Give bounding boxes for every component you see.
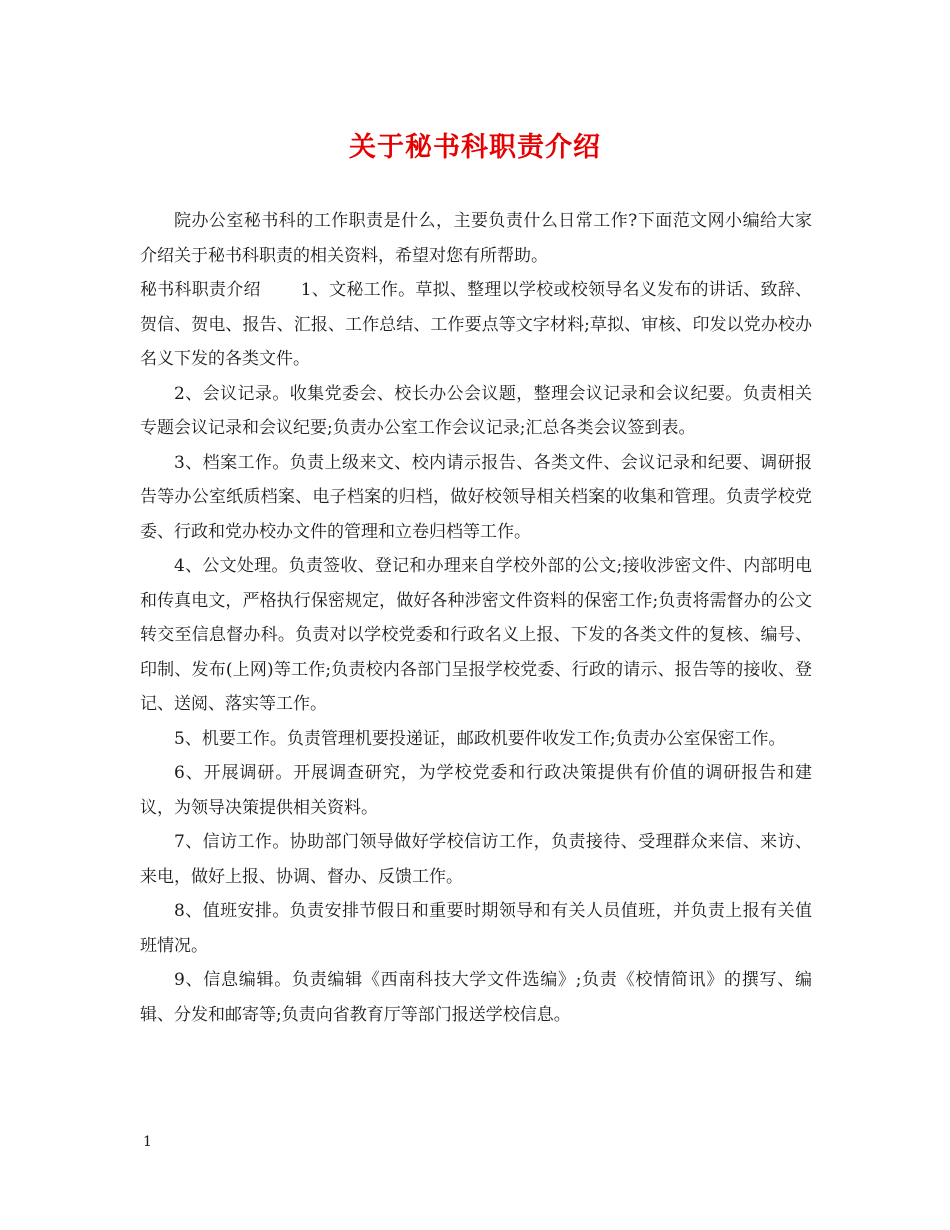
item-paragraph-8: 8、值班安排。负责安排节假日和重要时期领导和有关人员值班，并负责上报有关值班情况。 [140,901,812,956]
page-number: 1 [143,1134,152,1150]
item-paragraph-6: 6、开展调研。开展调查研究，为学校党委和行政决策提供有价值的调研报告和建议，为领导决策提供相关资料。 [140,763,812,818]
document-title: 关于秘书科职责介绍 [349,132,601,163]
item-paragraph-7: 7、信访工作。协助部门领导做好学校信访工作，负责接待、受理群众来信、来访、来电，做好上报、协调、督办、反馈工作。 [140,832,812,887]
intro-paragraph: 院办公室秘书科的工作职责是什么，主要负责什么日常工作?下面范文网小编给大家介绍关于秘书科职责的相关资料，希望对您有所帮助。 [140,211,812,266]
document-body [140,204,812,1032]
item-paragraph-9: 9、信息编辑。负责编辑《西南科技大学文件选编》;负责《校情简讯》的撰写、编辑、分发和邮寄等;负责向省教育厅等部门报送学校信息。 [140,970,812,1025]
item-paragraph-2: 2、会议记录。收集党委会、校长办公会议题，整理会议记录和会议纪要。负责相关专题会议记录和会议纪要;负责办公室工作会议记录;汇总各类会议签到表。 [140,383,812,438]
item-paragraph-4: 4、公文处理。负责签收、登记和办理来自学校外部的公文;接收涉密文件、内部明电和传真电文，严格执行保密规定，做好各种涉密文件资料的保密工作;负责将需督办的公文转交至信息督办科。负责对以学校党委和行政名义上报、下发的各类文件的复核、编号、印制、发布(上网)等工作;负责校内各部门呈报学校党委、行政的请示、报告等的接收、登记、送阅、落实等工作。 [140,556,812,714]
section-label: 秘书科职责介绍 [140,280,261,300]
item-text-1: 1、文秘工作。草拟、整理以学校或校领导名义发布的讲话、致辞、贺信、贺电、报告、汇报、工作总结、工作要点等文字材料;草拟、审核、印发以党办校办名义下发的各类文件。 [140,280,812,369]
item-paragraph-1 [140,273,812,377]
item-paragraph-3: 3、档案工作。负责上级来文、校内请示报告、各类文件、会议记录和纪要、调研报告等办公室纸质档案、电子档案的归档，做好校领导相关档案的收集和管理。负责学校党委、行政和党办校办文件的管理和立卷归档等工作。 [140,452,812,542]
item-paragraph-5: 5、机要工作。负责管理机要投递证，邮政机要件收发工作;负责办公室保密工作。 [174,728,786,749]
